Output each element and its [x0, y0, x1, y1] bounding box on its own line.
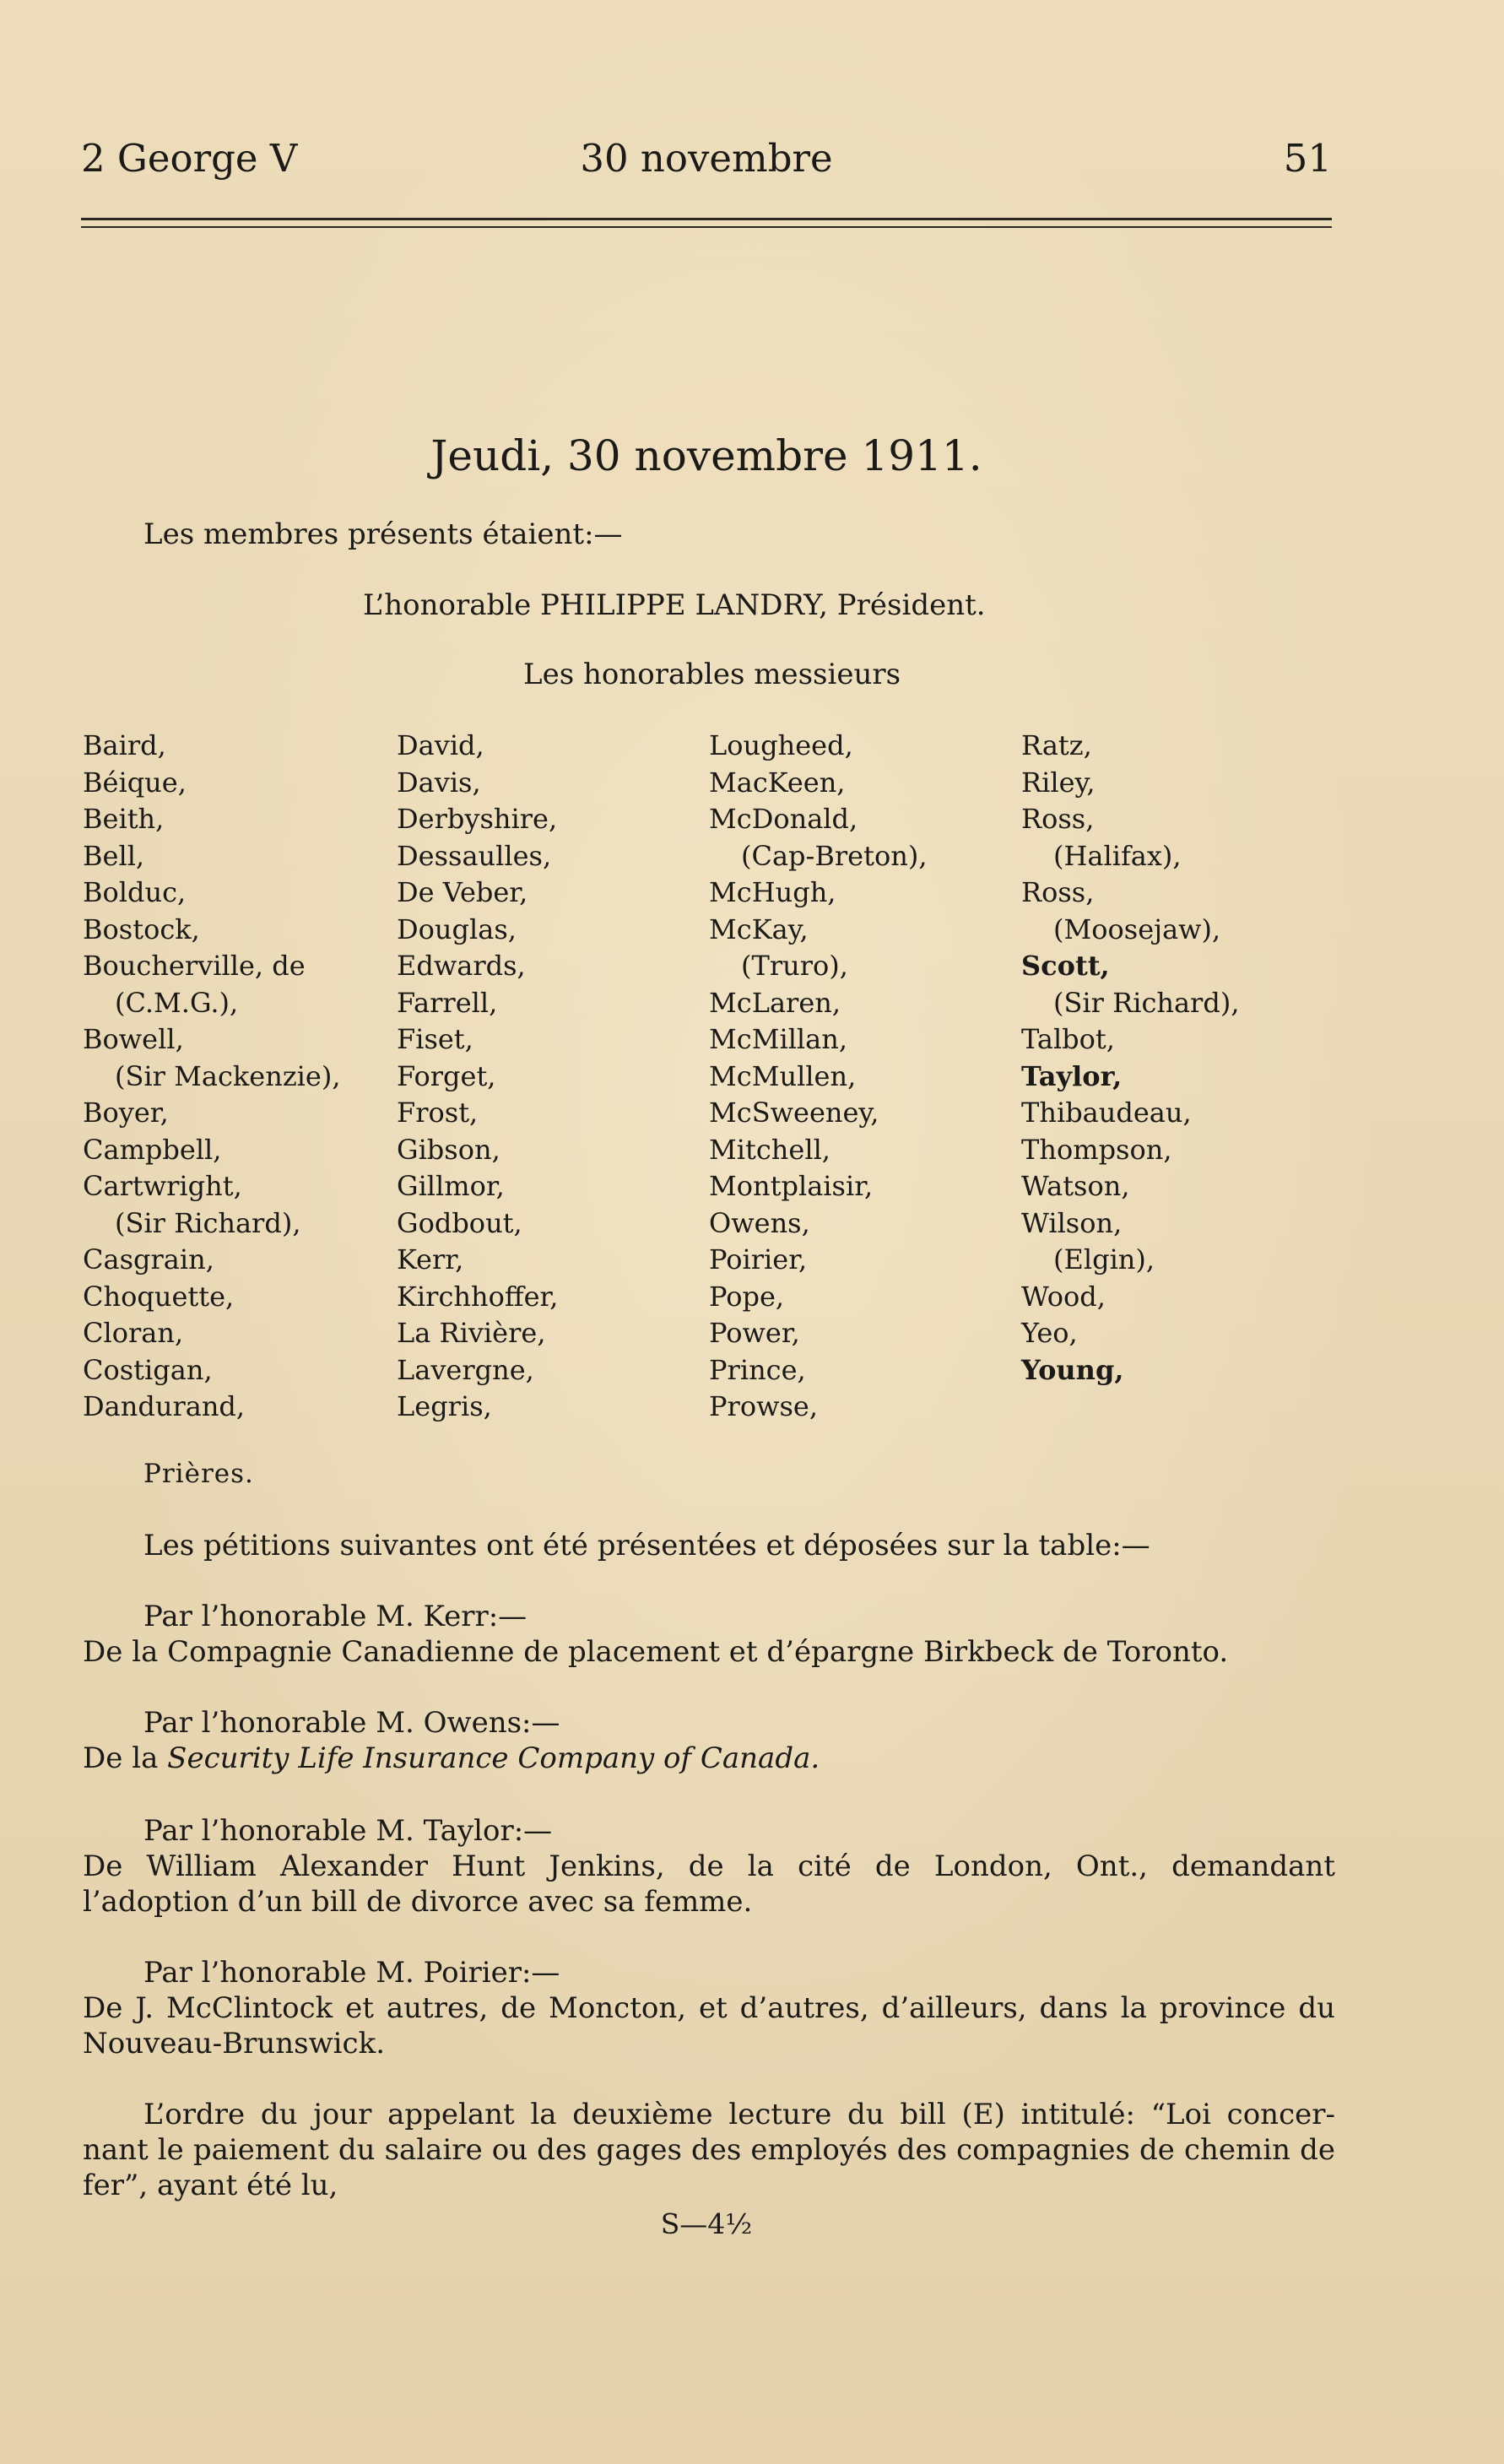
member-qualifier: (Elgin),	[1053, 1243, 1155, 1275]
member-name: Casgrain,	[83, 1243, 214, 1275]
member-name: Thompson,	[1021, 1133, 1172, 1166]
member-name: McMillan,	[709, 1023, 848, 1055]
member-qualifier: (Moosejaw),	[1053, 912, 1221, 945]
member-name: Kirchhoffer,	[397, 1280, 559, 1313]
member-name: Wood,	[1021, 1280, 1106, 1313]
member-qualifier: (Sir Mackenzie),	[115, 1059, 341, 1092]
member-name: Lougheed,	[709, 729, 853, 761]
member-name: Kerr,	[397, 1243, 464, 1275]
petition-text-line-2: Nouveau-Brunswick.	[83, 2027, 386, 2061]
member-name: Ross,	[1021, 803, 1095, 835]
member-name: Bostock,	[83, 912, 200, 945]
order-line-3: fer”, ayant été lu,	[83, 2169, 338, 2202]
member-name: Boucherville, de	[83, 950, 306, 982]
member-name: Prowse,	[709, 1390, 819, 1422]
member-name: Derbyshire,	[397, 803, 558, 835]
member-name: Beith,	[83, 803, 165, 835]
member-name: Davis,	[397, 766, 481, 799]
member-name: Mitchell,	[709, 1133, 830, 1166]
petition-taylor	[83, 1813, 1335, 1920]
member-column-1	[83, 728, 341, 1426]
petition-text-line-1: De William Alexander Hunt Jenkins, de la cité de London, Ont., demandant	[83, 1849, 1335, 1883]
prayers-heading: Prières.	[143, 1459, 254, 1489]
petition-text-line-1: De J. McClintock et autres, de Moncton, et d’autres, d’ailleurs, dans la province du	[83, 1991, 1335, 2025]
senators-heading: Les honorables messieurs	[523, 658, 901, 691]
member-name: La Rivière,	[397, 1317, 546, 1349]
member-name: MacKeen,	[709, 766, 846, 799]
header-date: 30 novembre	[580, 136, 833, 181]
member-name: Riley,	[1021, 766, 1096, 799]
printer-signature: S—4½	[660, 2207, 753, 2240]
member-name: David,	[397, 729, 484, 761]
member-name: Dessaulles,	[397, 839, 552, 872]
running-header	[81, 133, 1332, 184]
member-name: Gillmor,	[397, 1170, 505, 1202]
member-qualifier: (Truro),	[741, 950, 848, 982]
member-name: Scott,	[1021, 950, 1110, 982]
petition-text-line-2: l’adoption d’un bill de divorce avec sa femme.	[83, 1885, 753, 1919]
petition-text-prefix: De la	[83, 1741, 159, 1775]
sitting-title: Jeudi, 30 novembre 1911.	[430, 431, 982, 480]
president-line: L’honorable PHILIPPE LANDRY, Président.	[363, 588, 986, 622]
member-name: McKay,	[709, 912, 809, 945]
petition-text: De la Compagnie Canadienne de placement et d’épargne Birkbeck de Toronto.	[83, 1635, 1229, 1669]
petitions-intro-text: Les pétitions suivantes ont été présentées et déposées sur la table:—	[143, 1529, 1150, 1562]
member-name: Prince,	[709, 1353, 806, 1386]
member-name: Béique,	[83, 766, 187, 799]
member-qualifier: (Cap-Breton),	[741, 839, 928, 872]
member-name: Forget,	[397, 1059, 496, 1092]
member-name: Farrell,	[397, 986, 498, 1019]
member-qualifier: (Halifax),	[1053, 839, 1182, 872]
member-name: De Veber,	[397, 876, 528, 908]
member-name: Lavergne,	[397, 1353, 534, 1386]
petition-owens	[83, 1705, 1335, 1776]
header-regnal-year: 2 George V	[81, 136, 298, 181]
member-name: Owens,	[709, 1206, 810, 1239]
petition-presenter: Par l’honorable M. Kerr:—	[143, 1600, 527, 1633]
member-name: Taylor,	[1021, 1059, 1123, 1092]
member-name: Wilson,	[1021, 1206, 1123, 1239]
member-name: Costigan,	[83, 1353, 213, 1386]
member-name: Talbot,	[1021, 1023, 1115, 1055]
member-name: Power,	[709, 1317, 800, 1349]
member-qualifier: (Sir Richard),	[115, 1206, 301, 1239]
order-line-1: L’ordre du jour appelant la deuxième lecture du bill (E) intitulé: “Loi concer-	[143, 2098, 1335, 2131]
member-name: Bell,	[83, 839, 145, 872]
member-name: Godbout,	[397, 1206, 522, 1239]
member-name: McHugh,	[709, 876, 836, 908]
member-name: Bowell,	[83, 1023, 184, 1055]
member-name: Pope,	[709, 1280, 785, 1313]
member-qualifier: (Sir Richard),	[1053, 986, 1240, 1019]
member-name: Cartwright,	[83, 1170, 242, 1202]
member-name: Ross,	[1021, 876, 1095, 908]
member-name: Dandurand,	[83, 1390, 246, 1422]
member-name: Cloran,	[83, 1317, 184, 1349]
member-name: Fiset,	[397, 1023, 473, 1055]
member-name: Baird,	[83, 729, 166, 761]
member-name: Legris,	[397, 1390, 492, 1422]
petition-company-name: Security Life Insurance Company of Canada.	[167, 1741, 820, 1775]
member-column-2	[397, 728, 558, 1426]
member-name: Thibaudeau,	[1021, 1097, 1192, 1129]
order-line-2: nant le paiement du salaire ou des gages des employés des compagnies de chemin de	[83, 2133, 1335, 2167]
member-qualifier: (C.M.G.),	[115, 986, 239, 1019]
member-column-3	[709, 728, 927, 1426]
member-name: Gibson,	[397, 1133, 500, 1166]
header-rule-top	[81, 218, 1332, 220]
member-name: Choquette,	[83, 1280, 235, 1313]
member-name: Poirier,	[709, 1243, 808, 1275]
petition-poirier	[83, 1955, 1335, 2061]
member-name: Edwards,	[397, 950, 526, 982]
petition-presenter: Par l’honorable M. Owens:—	[143, 1706, 560, 1740]
member-name: Watson,	[1021, 1170, 1130, 1202]
member-name: McMullen,	[709, 1059, 857, 1092]
petition-text	[83, 1741, 1335, 1776]
petition-presenter: Par l’honorable M. Taylor:—	[143, 1814, 553, 1848]
member-name: Ratz,	[1021, 729, 1092, 761]
order-of-the-day	[83, 2097, 1335, 2203]
members-intro: Les membres présents étaient:—	[143, 517, 623, 551]
member-name: Boyer,	[83, 1097, 169, 1129]
member-name: Bolduc,	[83, 876, 187, 908]
member-name: Douglas,	[397, 912, 517, 945]
member-name: Frost,	[397, 1097, 479, 1129]
member-name: Young,	[1021, 1353, 1124, 1386]
petitions-intro	[83, 1528, 1335, 1563]
header-rule-bottom	[81, 226, 1332, 228]
member-name: McLaren,	[709, 986, 841, 1019]
member-name: McDonald,	[709, 803, 858, 835]
member-name: Campbell,	[83, 1133, 222, 1166]
member-name: Montplaisir,	[709, 1170, 874, 1202]
page-number: 51	[1283, 136, 1332, 181]
member-column-4	[1021, 728, 1239, 1389]
member-name: McSweeney,	[709, 1097, 879, 1129]
petition-presenter: Par l’honorable M. Poirier:—	[143, 1956, 560, 1990]
member-name: Yeo,	[1021, 1317, 1078, 1349]
petition-kerr	[83, 1599, 1335, 1670]
